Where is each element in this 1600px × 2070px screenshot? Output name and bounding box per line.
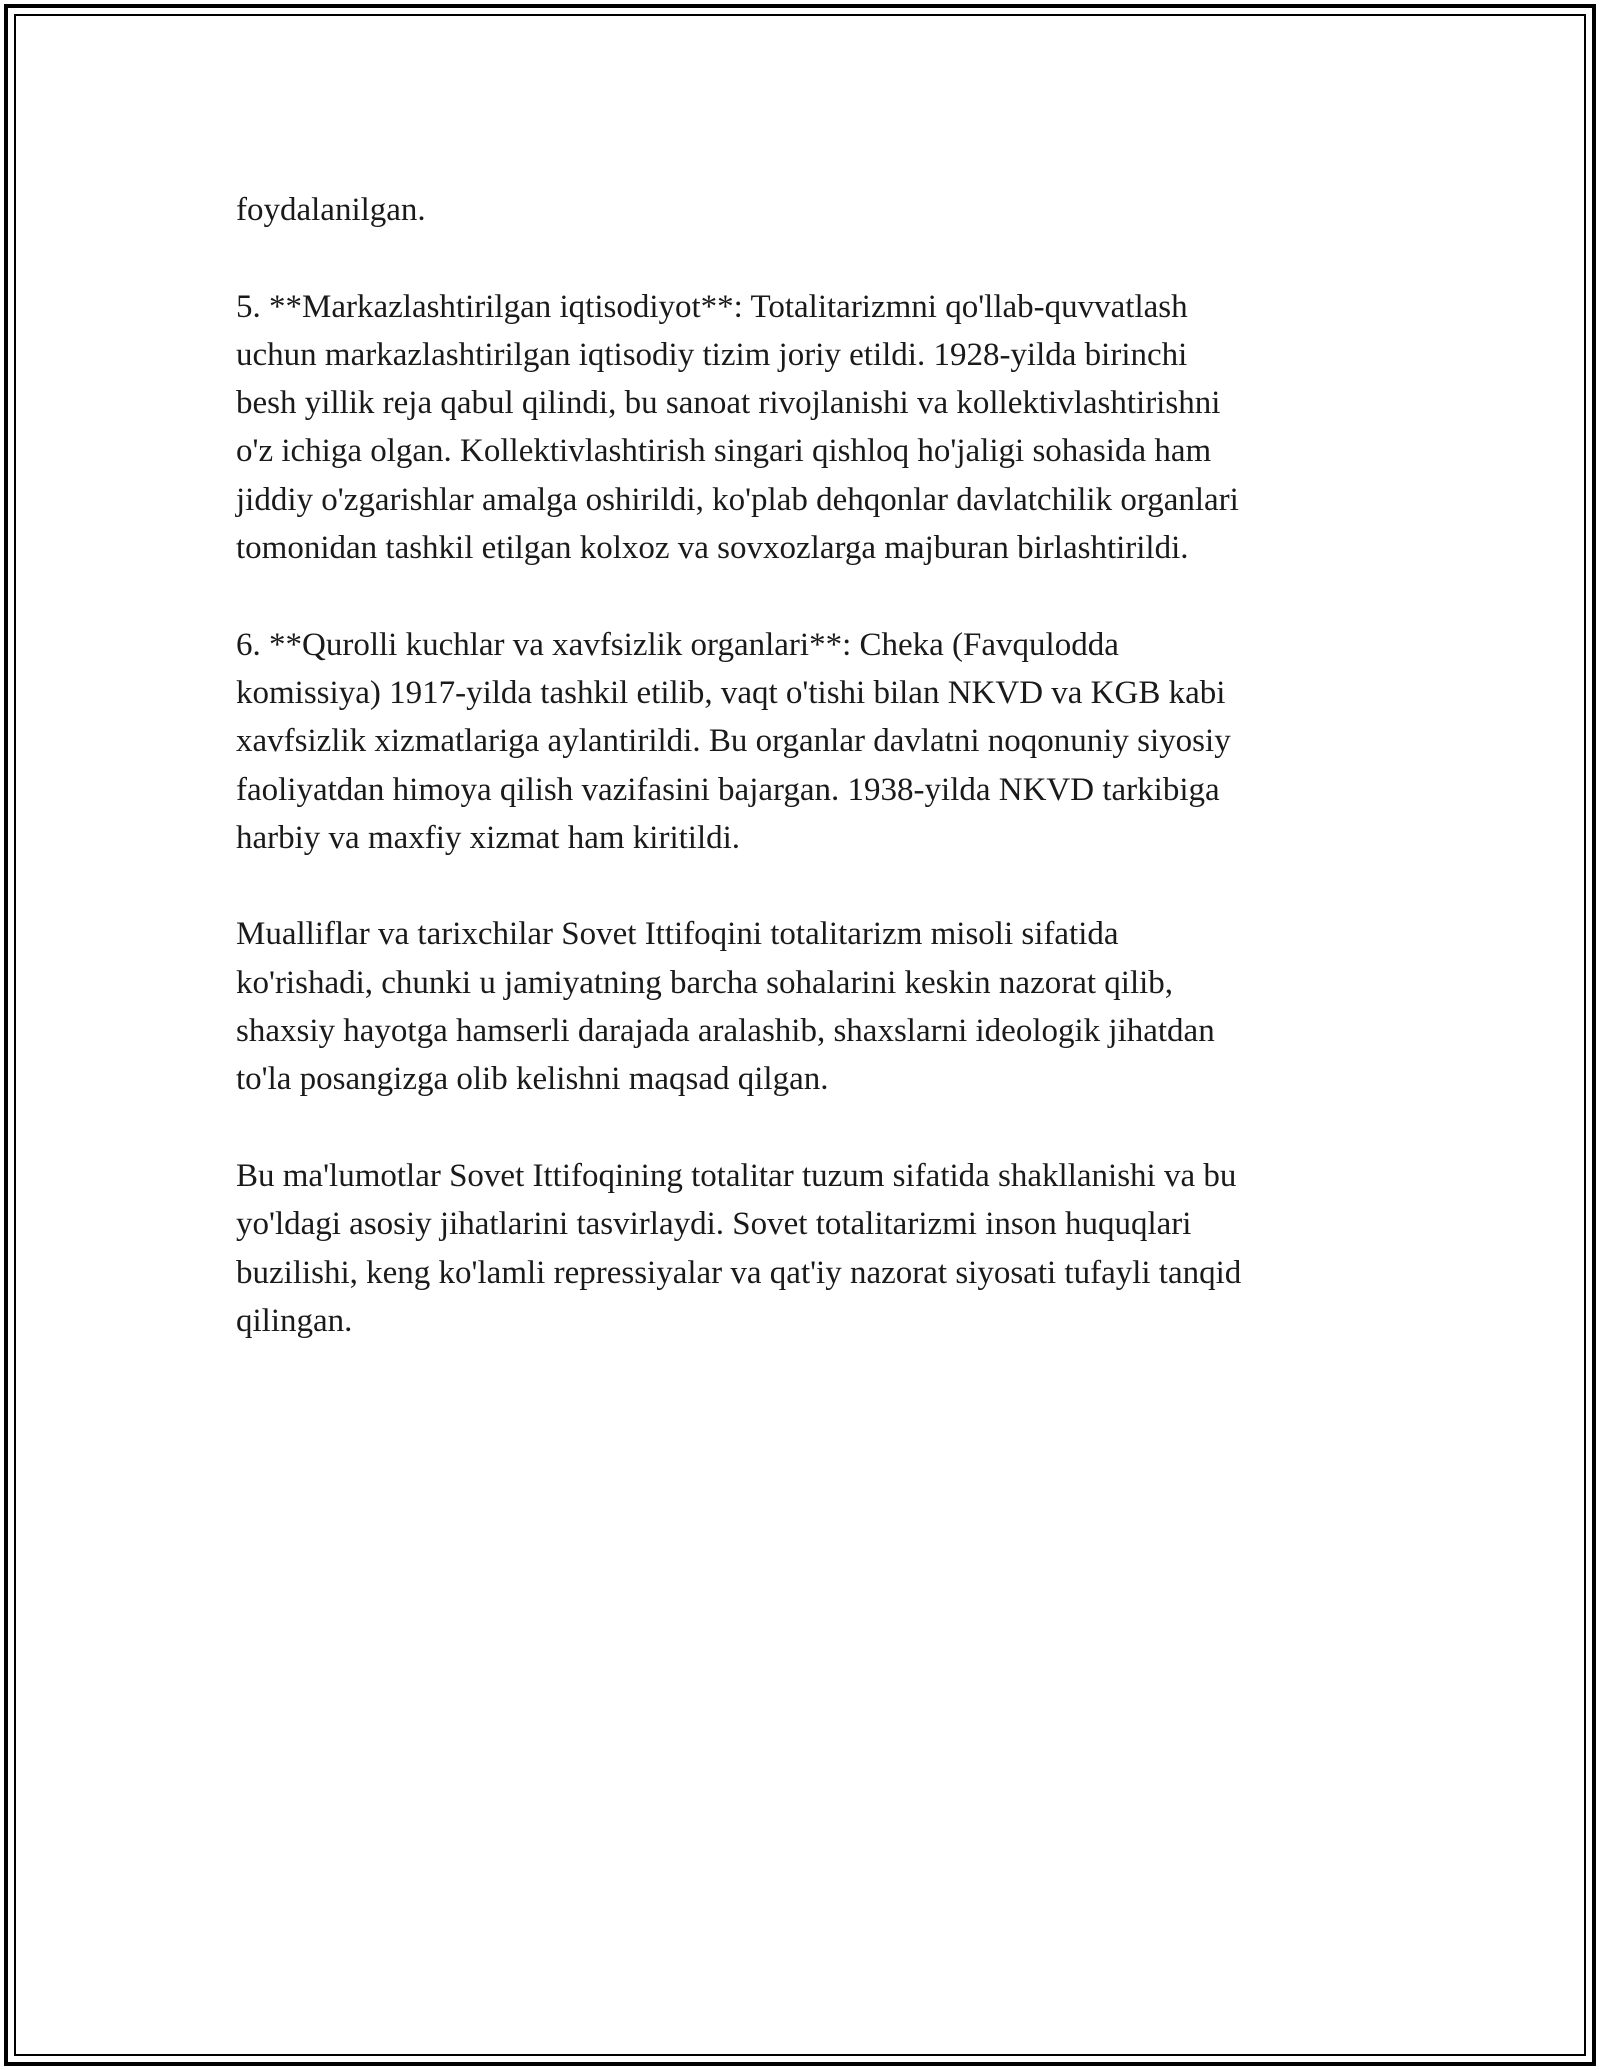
text-line: ko'rishadi, chunki u jamiyatning barcha sohalarini keskin nazorat qilib, [236,964,1174,1001]
text-line: xavfsizlik xizmatlariga aylantirildi. Bu organlar davlatni noqonuniy siyosiy [236,723,1231,760]
paragraph-conclusion [236,1152,1386,1345]
document-body [236,186,1386,1393]
text-line: 6. **Qurolli kuchlar va xavfsizlik organlari**: Cheka (Favqulodda [236,626,1119,663]
paragraph-continuation [236,186,1386,234]
text-line: yo'ldagi asosiy jihatlarini tasvirlaydi. Sovet totalitarizmi inson huquqlari [236,1206,1192,1243]
text-line: harbiy va maxfiy xizmat ham kiritildi. [236,819,741,856]
text-line: uchun markazlashtirilgan iqtisodiy tizim joriy etildi. 1928-yilda birinchi [236,336,1188,373]
text-line: o'z ichiga olgan. Kollektivlashtirish singari qishloq ho'jaligi sohasida ham [236,433,1212,470]
text-line: faoliyatdan himoya qilish vazifasini bajargan. 1938-yilda NKVD tarkibiga [236,771,1220,808]
text-line: buzilishi, keng ko'lamli repressiyalar va qat'iy nazorat siyosati tufayli tanqid [236,1254,1242,1291]
text-line: komissiya) 1917-yilda tashkil etilib, vaqt o'tishi bilan NKVD va KGB kabi [236,674,1226,711]
text-line: shaxsiy hayotga hamserli darajada aralashib, shaxslarni ideologik jihatdan [236,1013,1215,1050]
paragraph-historians-view [236,910,1386,1103]
text-line: 5. **Markazlashtirilgan iqtisodiyot**: Totalitarizmni qo'llab-quvvatlash [236,288,1188,325]
text-line: besh yillik reja qabul qilindi, bu sanoat rivojlanishi va kollektivlashtirishni [236,385,1221,422]
text-line: to'la posangizga olib kelishni maqsad qilgan. [236,1061,829,1098]
text-line: foydalanilgan. [236,192,426,228]
text-line: Mualliflar va tarixchilar Sovet Ittifoqini totalitarizm misoli sifatida [236,916,1119,953]
text-line: qilingan. [236,1302,353,1339]
text-line: jiddiy o'zgarishlar amalga oshirildi, ko'plab dehqonlar davlatchilik organlari [236,481,1239,518]
text-line: tomonidan tashkil etilgan kolxoz va sovxozlarga majburan birlashtirildi. [236,530,1189,567]
text-line: Bu ma'lumotlar Sovet Ittifoqining totalitar tuzum sifatida shakllanishi va bu [236,1157,1237,1194]
paragraph-armed-forces-security [236,621,1386,862]
paragraph-centralized-economy [236,283,1386,573]
